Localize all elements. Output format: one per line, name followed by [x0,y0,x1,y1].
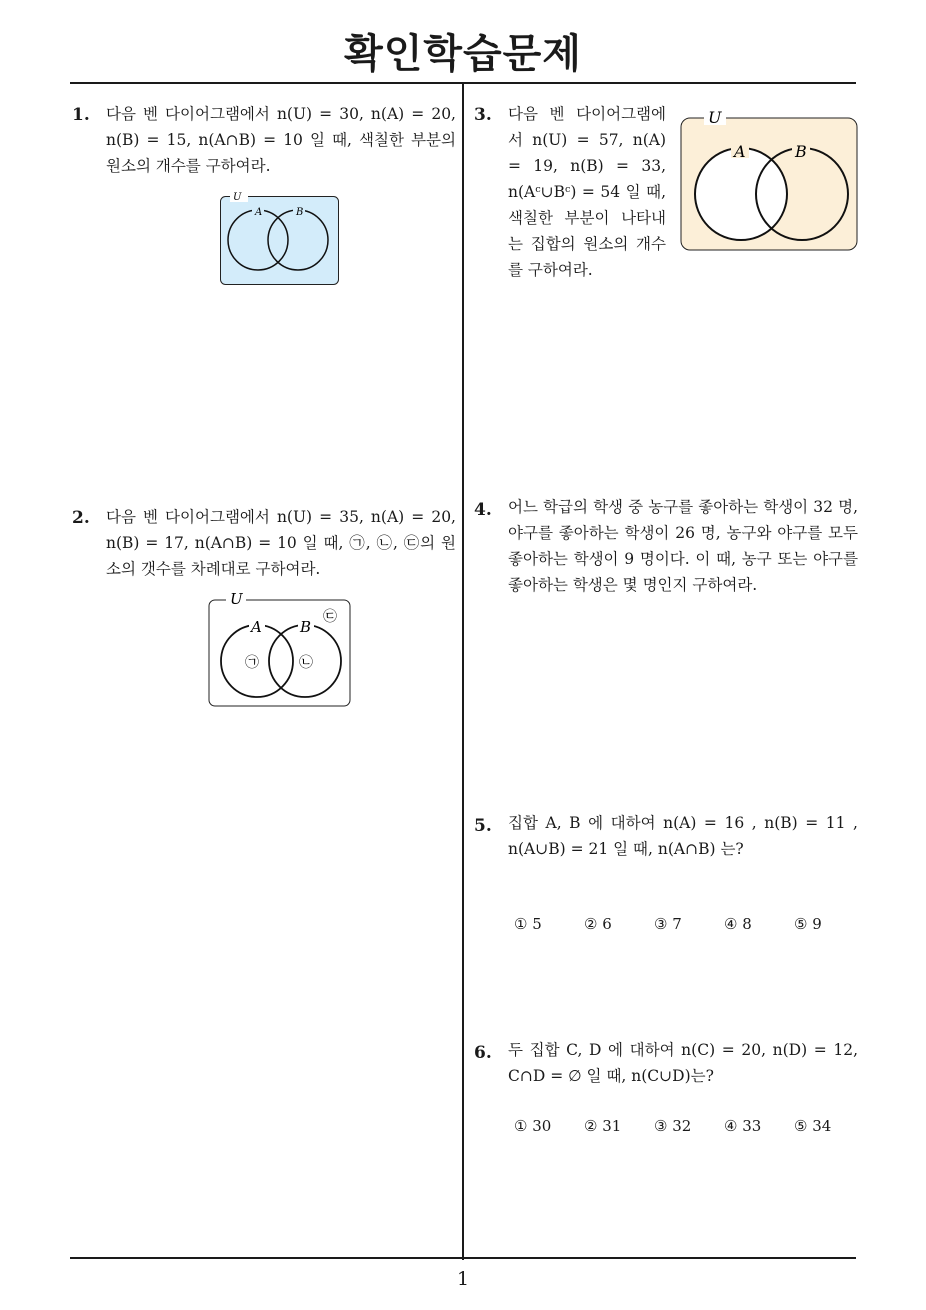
option-4[interactable]: ④ 33 [724,1117,762,1135]
venn-set-b-label: B [795,142,807,161]
venn-set-a-label: A [251,618,262,636]
question-number: 5. [474,816,492,836]
option-5[interactable]: ⑤ 34 [794,1117,832,1135]
page-number: 1 [456,1268,470,1290]
venn-universe-label: U [233,192,242,203]
venn-set-b-label: B [300,618,312,636]
venn-set-b-label: B [296,207,304,218]
question-number: 4. [474,500,492,520]
option-1[interactable]: ① 5 [514,915,542,933]
answer-options [514,915,864,933]
option-5[interactable]: ⑤ 9 [794,915,822,933]
venn-set-a-label: A [734,142,746,161]
question-number: 6. [474,1043,492,1063]
option-2[interactable]: ② 31 [584,1117,622,1135]
venn-set-a-circle [695,148,787,240]
question-number: 1. [72,105,90,125]
answer-options [514,1117,864,1135]
page-title: 확인학습문제 [344,31,582,77]
option-1[interactable]: ① 30 [514,1117,552,1135]
venn-universe-label: U [230,590,243,608]
question-text: 다음 벤 다이어그램에서 n(U) = 30, n(A) = 20, n(B) = 15, n(A∩B) = 10 일 때, 색칠한 부분의 원소의 개수를 구하여라. [106,105,456,175]
question-text: 다음 벤 다이어그램에서 n(U) = 35, n(A) = 20, n(B) = 17, n(A∩B) = 10 일 때, ㉠, ㉡, ㉢의 원소의 갯수를 차례대로 구하여라. [106,508,456,578]
question-text: 집합 A, B 에 대하여 n(A) = 16 , n(B) = 11 , n(A∪B) = 21 일 때, n(A∩B) 는? [508,814,858,858]
option-3[interactable]: ③ 32 [654,1117,692,1135]
venn-diagram-1 [218,192,342,288]
question-text: 두 집합 C, D 에 대하여 n(C) = 20, n(D) = 12, C∩D = ∅ 일 때, n(C∪D)는? [508,1041,858,1085]
venn-region-a-label: ㉠ [245,655,259,671]
venn-set-a-label: A [255,207,263,218]
question-number: 2. [72,508,90,528]
venn-region-b-label: ㉡ [299,655,313,671]
venn-universe-label: U [708,108,722,127]
column-divider [462,82,464,1260]
option-3[interactable]: ③ 7 [654,915,682,933]
question-text: 다음 벤 다이어그램에서 n(U) = 57, n(A) = 19, n(B) = 33, n(Aᶜ∪Bᶜ) = 54 일 때, 색칠한 부분이 나타내는 집합의 원소의 개수를 구하여라. [508,105,666,279]
venn-region-outside-label: ㉢ [323,609,337,625]
option-2[interactable]: ② 6 [584,915,612,933]
question-number: 3. [474,105,492,125]
venn-universe-box [221,197,339,285]
venn-diagram-3 [678,106,862,256]
venn-diagram-2 [206,590,354,710]
option-4[interactable]: ④ 8 [724,915,752,933]
footer-divider [70,1257,856,1259]
question-text: 어느 학급의 학생 중 농구를 좋아하는 학생이 32 명, 야구를 좋아하는 학생이 26 명, 농구와 야구를 모두 좋아하는 학생이 9 명이다. 이 때, 농구 또는 야구를 좋아하는 학생은 몇 명인지 구하여라. [508,498,858,594]
